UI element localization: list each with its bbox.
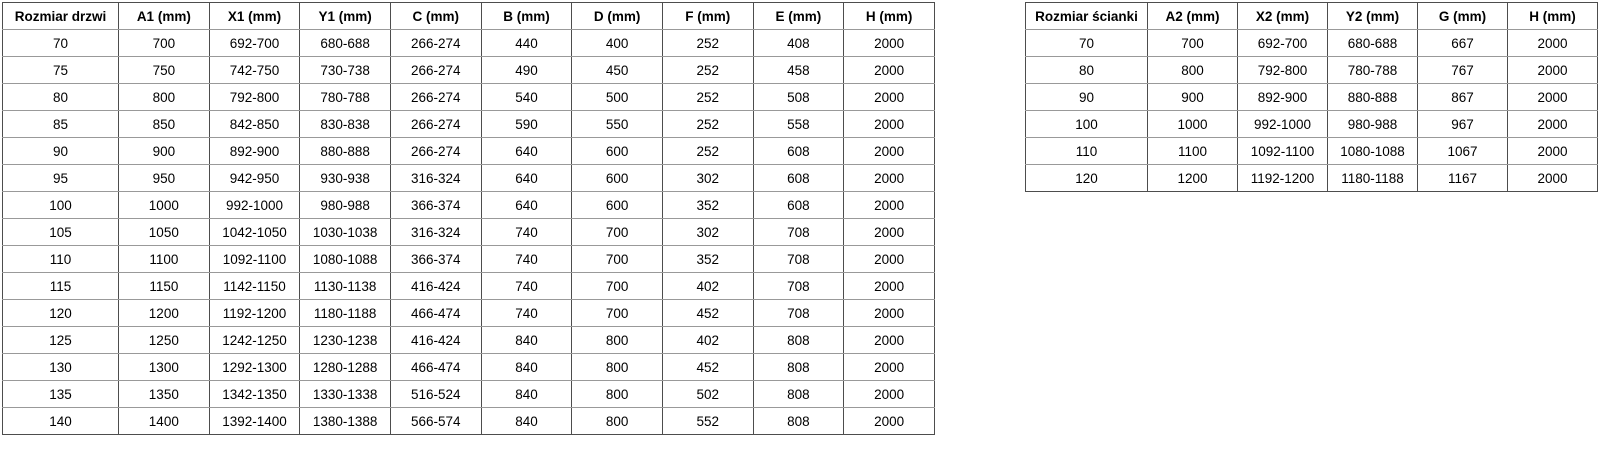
door-sizes-table — [2, 2, 935, 435]
table-row — [3, 273, 935, 300]
table-cell: 780-788 — [300, 84, 391, 111]
table-cell: 1292-1300 — [209, 354, 300, 381]
table-cell: 252 — [662, 84, 753, 111]
table-cell: 808 — [753, 408, 844, 435]
table-cell: 2000 — [844, 219, 935, 246]
column-header: D (mm) — [572, 3, 663, 30]
column-header: X2 (mm) — [1238, 3, 1328, 30]
table-cell: 2000 — [1508, 165, 1598, 192]
table-cell: 980-988 — [1328, 111, 1418, 138]
table-cell: 1180-1188 — [300, 300, 391, 327]
table-cell: 2000 — [1508, 30, 1598, 57]
table-cell: 2000 — [1508, 84, 1598, 111]
table-cell: 800 — [572, 327, 663, 354]
table-cell: 490 — [481, 57, 572, 84]
table-cell: 680-688 — [1328, 30, 1418, 57]
table-row — [3, 192, 935, 219]
table-cell: 740 — [481, 300, 572, 327]
table-row — [3, 354, 935, 381]
table-cell: 1180-1188 — [1328, 165, 1418, 192]
table-cell: 70 — [3, 30, 119, 57]
table-cell: 402 — [662, 327, 753, 354]
table-cell: 1192-1200 — [209, 300, 300, 327]
table-cell: 2000 — [844, 300, 935, 327]
table-cell: 1092-1100 — [209, 246, 300, 273]
table-cell: 930-938 — [300, 165, 391, 192]
table-cell: 800 — [119, 84, 210, 111]
table-cell: 252 — [662, 30, 753, 57]
table-cell: 1030-1038 — [300, 219, 391, 246]
table-cell: 558 — [753, 111, 844, 138]
table-cell: 1080-1088 — [300, 246, 391, 273]
table-row — [3, 381, 935, 408]
table-cell: 120 — [3, 300, 119, 327]
table-row — [1026, 165, 1598, 192]
table-cell: 640 — [481, 138, 572, 165]
table-header-row — [1026, 3, 1598, 30]
table-row — [3, 57, 935, 84]
table-cell: 466-474 — [390, 300, 481, 327]
table-cell: 600 — [572, 138, 663, 165]
table-cell: 70 — [1026, 30, 1148, 57]
table-cell: 792-800 — [209, 84, 300, 111]
table-cell: 2000 — [844, 354, 935, 381]
column-header: H (mm) — [1508, 3, 1598, 30]
table-row — [1026, 30, 1598, 57]
table-cell: 266-274 — [390, 111, 481, 138]
table-cell: 2000 — [1508, 138, 1598, 165]
column-header: Y1 (mm) — [300, 3, 391, 30]
table-cell: 115 — [3, 273, 119, 300]
table-cell: 1050 — [119, 219, 210, 246]
table-cell: 500 — [572, 84, 663, 111]
table-cell: 590 — [481, 111, 572, 138]
wall-sizes-table — [1025, 2, 1598, 192]
column-header: C (mm) — [390, 3, 481, 30]
table-row — [3, 300, 935, 327]
table-cell: 110 — [3, 246, 119, 273]
table-cell: 1350 — [119, 381, 210, 408]
table-cell: 100 — [1026, 111, 1148, 138]
table-row — [1026, 111, 1598, 138]
table-cell: 85 — [3, 111, 119, 138]
table-cell: 840 — [481, 381, 572, 408]
column-header: B (mm) — [481, 3, 572, 30]
table-cell: 2000 — [844, 165, 935, 192]
table-cell: 508 — [753, 84, 844, 111]
table-row — [1026, 84, 1598, 111]
table-cell: 416-424 — [390, 273, 481, 300]
table-cell: 266-274 — [390, 57, 481, 84]
table-cell: 980-988 — [300, 192, 391, 219]
table-cell: 850 — [119, 111, 210, 138]
table-cell: 1150 — [119, 273, 210, 300]
table-cell: 135 — [3, 381, 119, 408]
table-cell: 302 — [662, 219, 753, 246]
table-cell: 450 — [572, 57, 663, 84]
table-cell: 900 — [1148, 84, 1238, 111]
table-cell: 800 — [572, 408, 663, 435]
table-cell: 110 — [1026, 138, 1148, 165]
column-header: Y2 (mm) — [1328, 3, 1418, 30]
table-cell: 502 — [662, 381, 753, 408]
table-cell: 1250 — [119, 327, 210, 354]
table-cell: 2000 — [844, 84, 935, 111]
table-cell: 1330-1338 — [300, 381, 391, 408]
column-header: A1 (mm) — [119, 3, 210, 30]
table-cell: 2000 — [844, 273, 935, 300]
table-row — [1026, 138, 1598, 165]
table-cell: 608 — [753, 165, 844, 192]
table-cell: 466-474 — [390, 354, 481, 381]
table-cell: 100 — [3, 192, 119, 219]
table-cell: 266-274 — [390, 84, 481, 111]
table-row — [3, 219, 935, 246]
column-header: X1 (mm) — [209, 3, 300, 30]
table-cell: 640 — [481, 165, 572, 192]
table-cell: 740 — [481, 273, 572, 300]
table-cell: 2000 — [1508, 57, 1598, 84]
table-row — [3, 327, 935, 354]
table-cell: 700 — [1148, 30, 1238, 57]
table-cell: 1142-1150 — [209, 273, 300, 300]
table-cell: 252 — [662, 138, 753, 165]
table-cell: 552 — [662, 408, 753, 435]
table-cell: 1130-1138 — [300, 273, 391, 300]
table-cell: 1080-1088 — [1328, 138, 1418, 165]
table-cell: 792-800 — [1238, 57, 1328, 84]
table-cell: 767 — [1418, 57, 1508, 84]
table-header-row — [3, 3, 935, 30]
table-cell: 840 — [481, 327, 572, 354]
table-cell: 992-1000 — [1238, 111, 1328, 138]
table-cell: 700 — [572, 246, 663, 273]
table-cell: 90 — [3, 138, 119, 165]
table-cell: 800 — [572, 381, 663, 408]
table-cell: 316-324 — [390, 165, 481, 192]
table-cell: 1167 — [1418, 165, 1508, 192]
table-cell: 680-688 — [300, 30, 391, 57]
table-cell: 600 — [572, 165, 663, 192]
table-cell: 130 — [3, 354, 119, 381]
table-cell: 700 — [572, 219, 663, 246]
table-cell: 830-838 — [300, 111, 391, 138]
table-cell: 708 — [753, 246, 844, 273]
column-header: Rozmiar drzwi — [3, 3, 119, 30]
table-cell: 740 — [481, 219, 572, 246]
table-cell: 708 — [753, 273, 844, 300]
table-cell: 95 — [3, 165, 119, 192]
table-cell: 1392-1400 — [209, 408, 300, 435]
table-cell: 1100 — [1148, 138, 1238, 165]
table-cell: 2000 — [844, 246, 935, 273]
column-header: F (mm) — [662, 3, 753, 30]
table-cell: 140 — [3, 408, 119, 435]
table-cell: 2000 — [844, 408, 935, 435]
table-cell: 1100 — [119, 246, 210, 273]
table-row — [3, 246, 935, 273]
table-row — [3, 408, 935, 435]
table-cell: 730-738 — [300, 57, 391, 84]
table-cell: 700 — [572, 273, 663, 300]
column-header: Rozmiar ścianki — [1026, 3, 1148, 30]
table-cell: 1092-1100 — [1238, 138, 1328, 165]
table-cell: 550 — [572, 111, 663, 138]
table-cell: 1400 — [119, 408, 210, 435]
table-cell: 80 — [1026, 57, 1148, 84]
table-cell: 1342-1350 — [209, 381, 300, 408]
table-cell: 2000 — [844, 30, 935, 57]
table-cell: 950 — [119, 165, 210, 192]
table-cell: 366-374 — [390, 192, 481, 219]
table-cell: 516-524 — [390, 381, 481, 408]
table-cell: 692-700 — [209, 30, 300, 57]
table-cell: 667 — [1418, 30, 1508, 57]
table-cell: 1067 — [1418, 138, 1508, 165]
column-header: A2 (mm) — [1148, 3, 1238, 30]
table-cell: 366-374 — [390, 246, 481, 273]
table-cell: 1242-1250 — [209, 327, 300, 354]
table-cell: 452 — [662, 354, 753, 381]
table-cell: 892-900 — [1238, 84, 1328, 111]
table-cell: 1200 — [119, 300, 210, 327]
table-row — [3, 165, 935, 192]
table-cell: 900 — [119, 138, 210, 165]
table-cell: 840 — [481, 354, 572, 381]
table-cell: 1300 — [119, 354, 210, 381]
table-cell: 700 — [119, 30, 210, 57]
table-cell: 400 — [572, 30, 663, 57]
door-sizes-table — [2, 2, 935, 435]
table-cell: 780-788 — [1328, 57, 1418, 84]
table-cell: 1200 — [1148, 165, 1238, 192]
table-cell: 742-750 — [209, 57, 300, 84]
table-cell: 750 — [119, 57, 210, 84]
table-cell: 967 — [1418, 111, 1508, 138]
table-cell: 125 — [3, 327, 119, 354]
table-cell: 1192-1200 — [1238, 165, 1328, 192]
table-cell: 2000 — [844, 327, 935, 354]
table-cell: 266-274 — [390, 138, 481, 165]
column-header: G (mm) — [1418, 3, 1508, 30]
table-cell: 2000 — [844, 138, 935, 165]
table-cell: 266-274 — [390, 30, 481, 57]
table-cell: 892-900 — [209, 138, 300, 165]
table-cell: 692-700 — [1238, 30, 1328, 57]
table-cell: 2000 — [844, 57, 935, 84]
table-row — [1026, 57, 1598, 84]
table-cell: 992-1000 — [209, 192, 300, 219]
table-cell: 2000 — [844, 111, 935, 138]
table-row — [3, 138, 935, 165]
table-cell: 75 — [3, 57, 119, 84]
table-cell: 2000 — [844, 381, 935, 408]
table-cell: 708 — [753, 219, 844, 246]
table-cell: 842-850 — [209, 111, 300, 138]
table-cell: 316-324 — [390, 219, 481, 246]
table-cell: 402 — [662, 273, 753, 300]
table-cell: 880-888 — [1328, 84, 1418, 111]
table-cell: 880-888 — [300, 138, 391, 165]
table-cell: 2000 — [844, 192, 935, 219]
table-cell: 700 — [572, 300, 663, 327]
table-cell: 352 — [662, 192, 753, 219]
table-cell: 1000 — [1148, 111, 1238, 138]
column-header: H (mm) — [844, 3, 935, 30]
table-cell: 808 — [753, 327, 844, 354]
table-cell: 608 — [753, 138, 844, 165]
table-cell: 540 — [481, 84, 572, 111]
table-cell: 1280-1288 — [300, 354, 391, 381]
table-cell: 566-574 — [390, 408, 481, 435]
table-cell: 416-424 — [390, 327, 481, 354]
column-header: E (mm) — [753, 3, 844, 30]
table-cell: 90 — [1026, 84, 1148, 111]
table-cell: 1000 — [119, 192, 210, 219]
table-cell: 640 — [481, 192, 572, 219]
table-row — [3, 84, 935, 111]
table-cell: 252 — [662, 111, 753, 138]
table-cell: 867 — [1418, 84, 1508, 111]
table-cell: 1042-1050 — [209, 219, 300, 246]
table-cell: 1380-1388 — [300, 408, 391, 435]
table-cell: 440 — [481, 30, 572, 57]
table-cell: 302 — [662, 165, 753, 192]
table-cell: 740 — [481, 246, 572, 273]
table-cell: 808 — [753, 381, 844, 408]
table-cell: 458 — [753, 57, 844, 84]
table-cell: 600 — [572, 192, 663, 219]
table-cell: 808 — [753, 354, 844, 381]
table-cell: 408 — [753, 30, 844, 57]
table-cell: 352 — [662, 246, 753, 273]
table-cell: 942-950 — [209, 165, 300, 192]
table-cell: 2000 — [1508, 111, 1598, 138]
table-cell: 105 — [3, 219, 119, 246]
table-row — [3, 30, 935, 57]
wall-sizes-table — [1025, 2, 1598, 192]
table-cell: 1230-1238 — [300, 327, 391, 354]
table-cell: 252 — [662, 57, 753, 84]
table-cell: 800 — [572, 354, 663, 381]
table-cell: 120 — [1026, 165, 1148, 192]
table-cell: 608 — [753, 192, 844, 219]
table-row — [3, 111, 935, 138]
table-cell: 840 — [481, 408, 572, 435]
table-cell: 80 — [3, 84, 119, 111]
table-cell: 800 — [1148, 57, 1238, 84]
table-cell: 452 — [662, 300, 753, 327]
table-cell: 708 — [753, 300, 844, 327]
